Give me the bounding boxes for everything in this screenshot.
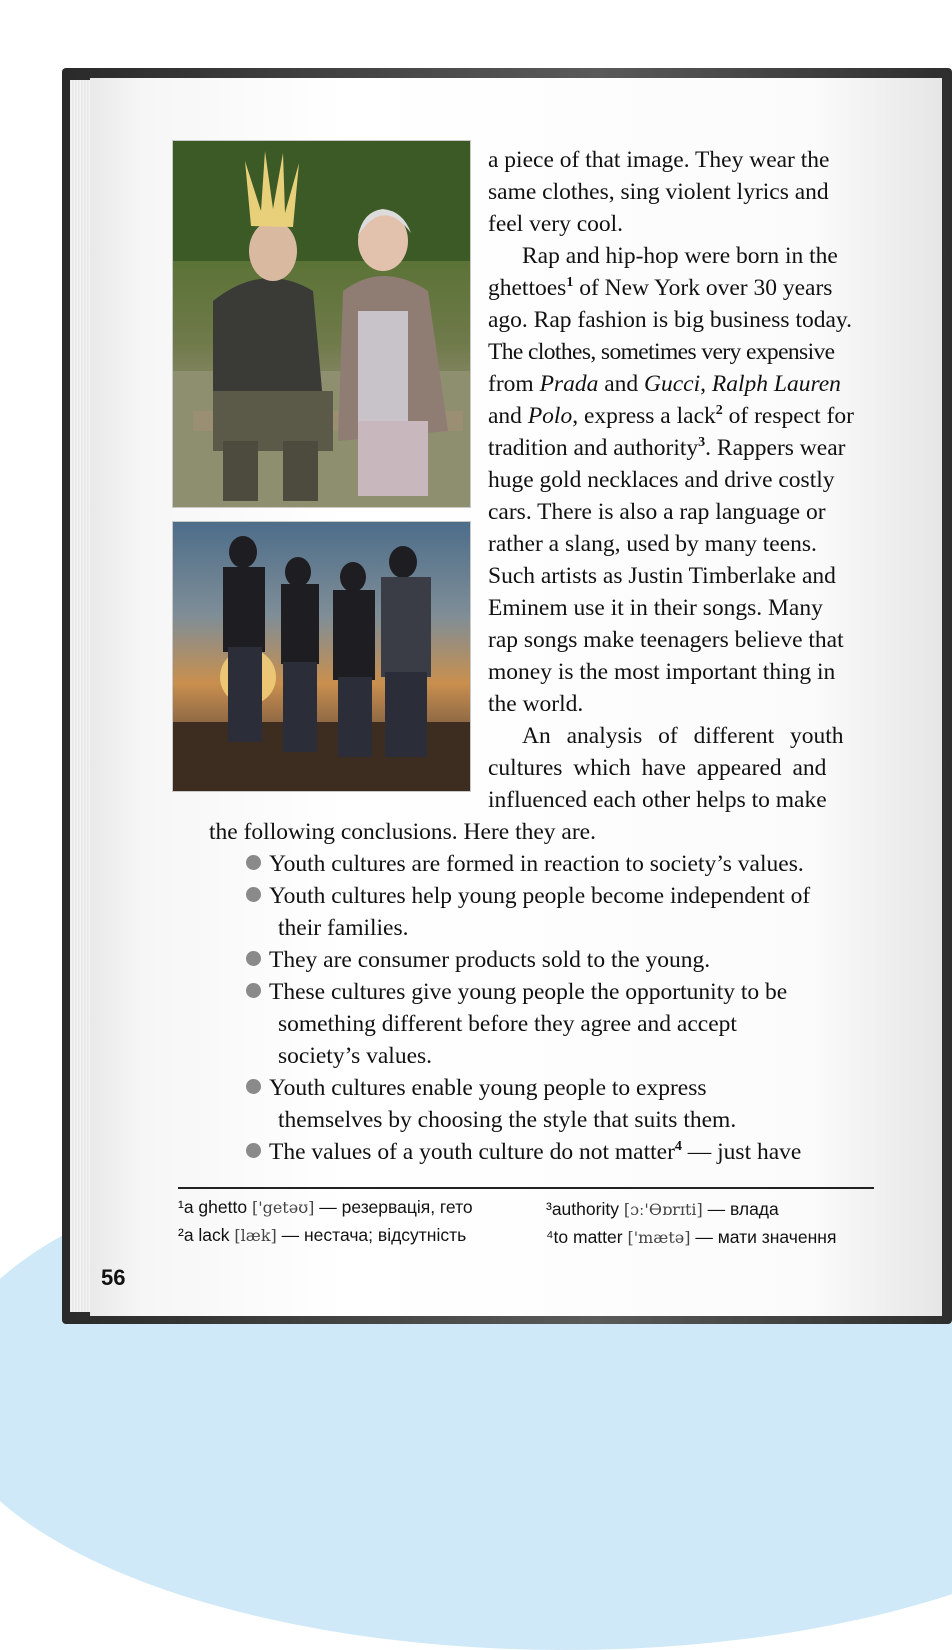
text-line bbox=[488, 368, 841, 400]
footnote-translation: — нестача; відсутність bbox=[281, 1225, 467, 1245]
footnote-ref-2: 2 bbox=[715, 403, 723, 419]
text-line: cultures which have appeared and bbox=[488, 755, 827, 781]
text-line bbox=[488, 432, 845, 464]
text-fragment: of New York over 30 years bbox=[579, 275, 833, 301]
footnote-number: ² bbox=[178, 1225, 184, 1245]
list-item-continuation: something different before they agree and accept bbox=[278, 1011, 737, 1037]
bullet-icon bbox=[246, 951, 261, 966]
list-item-text: The values of a youth culture do not matter bbox=[269, 1139, 675, 1165]
text-fragment: , bbox=[572, 403, 579, 429]
text-line: money is the most important thing in bbox=[488, 659, 836, 685]
footnote-number: ⁴ bbox=[546, 1227, 554, 1247]
text-line: rap songs make teenagers believe that bbox=[488, 627, 844, 653]
brand-ralph-lauren: Ralph Lauren bbox=[711, 371, 841, 397]
text-line: the world. bbox=[488, 691, 584, 717]
list-item-text: Youth cultures help young people become independent of bbox=[269, 883, 811, 909]
text-line bbox=[488, 272, 832, 304]
text-line: rather a slang, used by many teens. bbox=[488, 531, 817, 557]
list-item-text: Youth cultures are formed in reaction to society’s values. bbox=[269, 851, 804, 877]
footnote-4 bbox=[546, 1227, 836, 1248]
text-line: Eminem use it in their songs. Many bbox=[488, 595, 823, 621]
footnote-number: ¹ bbox=[178, 1197, 184, 1217]
footnote-translation: — влада bbox=[707, 1199, 779, 1219]
bullet-icon bbox=[246, 983, 261, 998]
footnote-translation: — мати значення bbox=[695, 1227, 837, 1247]
text-line bbox=[488, 400, 854, 432]
bullet-icon bbox=[246, 1143, 261, 1158]
footnote-transcription: ['mætə] bbox=[627, 1228, 691, 1247]
word-ghettoes: ghettoes bbox=[488, 275, 567, 301]
book-page-edges bbox=[70, 80, 92, 1312]
footnote-term: a ghetto bbox=[183, 1197, 248, 1217]
footnote-1 bbox=[178, 1197, 473, 1218]
text-line: An analysis of different youth bbox=[522, 723, 844, 749]
footnote-ref-1: 1 bbox=[566, 275, 574, 291]
text-fragment: from bbox=[488, 371, 534, 397]
text-line: huge gold necklaces and drive costly bbox=[488, 467, 835, 493]
list-item bbox=[246, 848, 804, 880]
photo-punk-and-grandmother bbox=[172, 140, 471, 508]
list-item-continuation: their families. bbox=[278, 915, 409, 941]
text-fragment: , bbox=[700, 371, 706, 397]
footnote-translation: — резервація, гето bbox=[319, 1197, 473, 1217]
text-fragment: and bbox=[488, 403, 522, 429]
list-item-text: They are consumer products sold to the young. bbox=[269, 947, 711, 973]
footnote-term: to matter bbox=[553, 1227, 623, 1247]
footnote-ref-3: 3 bbox=[698, 435, 706, 451]
list-item-continuation: society’s values. bbox=[278, 1043, 433, 1069]
text-line: a piece of that image. They wear the bbox=[488, 147, 830, 173]
list-item-text: — just have bbox=[687, 1139, 802, 1165]
footnote-divider bbox=[178, 1187, 874, 1189]
list-item bbox=[246, 1072, 707, 1104]
footnote-term: authority bbox=[551, 1199, 619, 1219]
list-item-text: These cultures give young people the opportunity to be bbox=[269, 979, 788, 1005]
text-line: Such artists as Justin Timberlake and bbox=[488, 563, 836, 589]
page-number: 56 bbox=[101, 1265, 126, 1290]
text-line: influenced each other helps to make bbox=[488, 787, 827, 813]
list-item-continuation: themselves by choosing the style that suits them. bbox=[278, 1107, 737, 1133]
footnote-2 bbox=[178, 1225, 466, 1246]
text-fragment: . Rappers wear bbox=[705, 435, 846, 461]
list-item bbox=[246, 1136, 801, 1168]
footnote-number: ³ bbox=[546, 1199, 552, 1219]
footnote-transcription: [læk] bbox=[234, 1226, 277, 1245]
bullet-icon bbox=[246, 1079, 261, 1094]
list-item bbox=[246, 976, 787, 1008]
text-fragment: express a lack bbox=[583, 403, 716, 429]
text-line: cars. There is also a rap language or bbox=[488, 499, 826, 525]
text-fragment: of respect for bbox=[728, 403, 854, 429]
brand-prada: Prada bbox=[539, 371, 599, 397]
bullet-icon bbox=[246, 855, 261, 870]
photo-rap-group bbox=[172, 521, 471, 792]
brand-gucci: Gucci bbox=[644, 371, 701, 397]
brand-polo: Polo bbox=[527, 403, 573, 429]
text-line: same clothes, sing violent lyrics and bbox=[488, 179, 829, 205]
list-item bbox=[246, 880, 810, 912]
text-fragment: tradition and authority bbox=[488, 435, 699, 461]
footnote-term: a lack bbox=[183, 1225, 230, 1245]
text-fragment: and bbox=[604, 371, 639, 397]
text-line: ago. Rap fashion is big business today. bbox=[488, 307, 852, 333]
bullet-icon bbox=[246, 887, 261, 902]
conclusion-intro: the following conclusions. Here they are. bbox=[209, 819, 596, 845]
list-item bbox=[246, 944, 710, 976]
text-line: Rap and hip-hop were born in the bbox=[522, 243, 838, 269]
footnote-transcription: ['getəʊ] bbox=[251, 1198, 315, 1217]
list-item-text: Youth cultures enable young people to express bbox=[269, 1075, 707, 1101]
footnote-3 bbox=[546, 1199, 779, 1220]
footnote-transcription: [ɔː'Ɵɒrɪti] bbox=[623, 1200, 703, 1219]
text-line: The clothes, sometimes very expensive bbox=[488, 339, 835, 365]
footnote-ref-4: 4 bbox=[674, 1139, 682, 1155]
text-line: feel very cool. bbox=[488, 211, 624, 237]
